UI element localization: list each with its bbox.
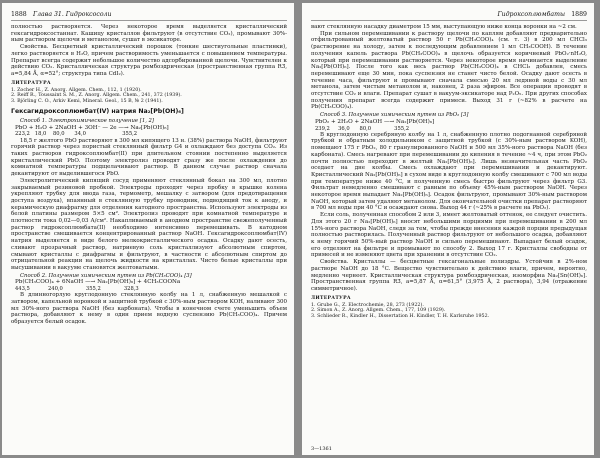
left-literature-title: ЛИТЕРАТУРА (11, 80, 51, 86)
right-reference: 3. Schlieder R., Kindler H., Dissertation H. Kindler, T. H. Karlsruhe 1952. (311, 314, 490, 320)
right-literature-title: ЛИТЕРАТУРА (311, 295, 351, 301)
left-paragraph: В длинногорлую круглодонную стеклянную колбу на 1 л, снабженную мешалкой с затвором, капельной воронкой и защитной трубкой с 30%-ным раствором KOH, наливают 300 мл 30%-ного раствора NaOH (без карбоната). Чтобы в конечном счете уменьшить объем раствора, добавляют к нему в один прием водную суспензию Pb(CH₃COO)₄. Причем образуется белый осадок. (11, 292, 287, 326)
left-paragraph: Электролитический кипящий сосуд применяют стеклянный бокал на 300 мл, плотно закрываемый резиновой пробкой. Электроды проходят через пробку в крышке колена укрепляют трубку для ввода газа, термометр, мешалку с затвором (для предотвращения доступа воздуха), впаянный в стеклянную трубку проводник, подводящий ток к аноду, и керамическую диафрагму для отделения катодного пространства. Используют электроды из белой платины размером 5×5 см². Электролиз проводят при комнатной температуре и плотности тока 0,02—0,03 А/см². Накапливаемый в анодном пространстве свежеполученный раствор гидроксоплюмбата(II) необходимо интенсивно перемешивать. В катодном пространстве смешивается концентрированный раствор NaOH. Гексагидроксоплюмбат(IV) натрия выделяется в виде белого мелкокристаллического осадка. Осадку дают осесть, сливают прозрачный раствор, натриевую соль кристаллизуют абсолютным спиртом, смывают кристаллы с диафрагмы и фильтруют, в частности с абсолютным спиртом до отрицательной реакции на щелочь жидкости на кристаллах. Чисто белые кристаллы при высушивании в вакууме становятся желтоватыми. (11, 177, 287, 271)
signature-mark: 3—1361 (311, 446, 332, 452)
right-reference: 1. Grube G., Z. Electrochemie, 28, 273 (1922). (311, 302, 424, 308)
method3-title: Способ 3. Получение химическим путем из PbO₂ [3] (320, 112, 469, 119)
right-paragraph: В круглодонную серебряную колбу на 1 л, снабженную плотно подогнанной серебряной трубкой и обратным холодильником с защитной трубкой (с 30%-ным раствором KOH), помещают 175 г PbO₂, 80 г гранулированного NaOH и 500 мл 35%-ного раствора NaOH (без карбоната). Смесь нагревают при перемешивании до кипения в течение ~4 ч, при этом PbO₂ почти полностью переходит в желтый Na₂[Pb(OH)₆]. Лишь незначительная часть PbO₂ оседает на дне колбы. Смесь охлаждают при перемешивании и декантируют. Кристаллический Na₂[Pb(OH)₆] в сухом виде в круглодонную колбу смешивают с 700 мл воды при температуре ниже 40 °C, и полученную смесь быстро фильтруют через фильтр G3. Фильтрат немедленно смешивают с равным по объему 45%-ным раствором NaOH. Через некоторое время выпадает Na₂[Pb(OH)₆]. Осадок фильтруют, промывают 30%-ным раствором NaOH, который затем удаляют метанолом. Для окончательной очистки препарат растворяют в 700 мл воды при 40 °C и осаждают снова. Выход 44 г (~25% в расчете на PbO₂). (311, 131, 587, 212)
left-page-column (11, 11, 287, 451)
right-page-column (311, 11, 587, 451)
method2-molar-masses: 443,5 240,0 355,2 328,3 (15, 286, 139, 293)
left-paragraph: полностью растворяется. Через некоторое время выделяется кристаллический гексагидроксостаннат. Кашицу кристаллов фильтруют (в отсутствие CO₂), промывают 30%-ным раствором щелочи и метанолом, сушат в эксикаторе. (11, 24, 287, 44)
right-running-title: Гидроксоплюмбаты (497, 11, 565, 18)
left-paragraph: Свойства. Бесцветный кристаллический порошок (тонкие шестиугольные пластинки), легко растворяется в H₂O, причем растворимость уменьшается с повышением температуры. Препарат всегда содержит небольшое количество адсорбированной щелочи. Чувствителен к действию CO₂. Кристаллическая структура ромбоэдрическая (пространственная группа R3̄, a=5,84 Å, α=52°; структура типа CdI₂). (11, 44, 287, 77)
left-running-title: Глава 31. Гидроксосоли (33, 11, 112, 18)
left-page-header (11, 11, 287, 21)
method3-molar-masses: 239,2 36,0 80,0 355,2 (315, 125, 410, 132)
right-page (302, 3, 594, 455)
method2-equation: Pb(CH₃COO)₄ + 6NaOH —→ Na₂[Pb(OH)₆] + 4CH₃COONa (15, 279, 181, 286)
properties-paragraph: Свойства. Кристаллы — бесцветные гексагональные полиэдры. Устойчив в 2%-ном растворе NaOH до 18 °C. Вещество чувствительно к действию влаги, причем, вероятно, медленно чернеет. Кристаллическая структура ромбоэдрическая, изоморфна Na₂[Sn(OH)₆]. Пространственная группа R3̄, a=5,87 Å, α=61,5° (3,975 Å, 2 раствора), 3,94 (отражение симметричное). (311, 259, 587, 292)
method1-equation: PbO + H₂O + 2NaOH + 3OH⁻ — 2e —→ Na₂[Pb(OH)₆] (15, 124, 169, 131)
right-paragraph: Если соль, полученная способом 2 или 3, имеет желтоватый оттенок, ее следует очистить. Для этого 20 г Na₂[Pb(OH)₆] вносят небольшими порциями при перемешивании в 200 мл 15%-ного раствора NaOH, следя за тем, чтобы прежде внесения каждой порции предыдущая полностью растворилась. Полученный раствор фильтруют от небольшого осадка, добавляют к нему горячий 50%-ный раствор NaOH и сильно перемешивают. Выпадает белый осадок, его отделяют на фильтре и промывают по способу 2. Выход 17 г. Кристаллы свободны от примесей и не изменяют цвета при хранении в отсутствие CO₂. (311, 212, 587, 259)
left-reference: 2. Reiff R., Toussaint S. M., Z. Anorg. Allgem. Chem., 241, 372 (1939). (11, 93, 182, 99)
method1-title: Способ 1. Электрохимическое получение [1, 2] (20, 118, 154, 125)
left-reference: 1. Zocher H., Z. Anorg. Allgem. Chem., 112, 1 (1920). (11, 87, 142, 93)
right-reference: 2. Simon A., Z. Anorg. Allgem. Chem., 177, 109 (1929). (311, 308, 446, 314)
left-page (2, 3, 294, 455)
left-page-number: 1888 (11, 11, 27, 18)
method2-title: Способ 2. Получение химическим путем из Pb(CH₃COO)₄ [3] (20, 272, 192, 279)
right-paragraph: вают стеклянную насадку диаметром 15 мм, выступающую ниже конца воронки на ~2 см. (311, 24, 577, 30)
section-title: Гексагидроксоплюмбат(IV) натрия Na₂[Pb(OH)₆] (11, 108, 184, 116)
method1-molar-masses: 223,2 18,0 80,0 34,0 355,2 (15, 131, 138, 138)
left-reference: 3. Björling C. O., Arkiv Kemi, Mineral. Geol., 15 B, № 2 (1941). (11, 99, 163, 105)
right-page-number: 1889 (571, 11, 587, 18)
right-paragraph: При сильном перемешивании к раствору щелочи по каплям добавляют предварительно отфильтрованный желтоватый раствор 50 г Pb(CH₃COO)₄ (см. т. 3) в 200 мл CHCl₃ (растворение на холоду, затем к последующим добавлением 1 мл CH₃COOH). В течение получения капель раствора Pb(CH₃COO)₄ в щелочь образуется коричневый PbO₂·nH₂O, который при перемешивании растворяется. Через некоторое время начинается выделение Na₂[Pb(OH)₆]. После того как весь раствор Pb(CH₃COO)₄ в CHCl₃ добавлен, смесь перемешивают еще 30 мин, пока суспензия не станет чисто белой. Осадку дают осесть в течение часа, фильтруют и промывают сначала смесью 20 мл ледяной воды с 30 мл метанола, затем чистым метанолом и, наконец, 2 раза эфиром. Все операции проводят в отсутствие CO₂ и влаги. Препарат сушат в вакуум-эксикаторе над P₂O₅. При других способах получения препарат всегда содержит примеси. Выход 31 г (~82% в расчете на Pb(CH₃COO)₄). (311, 30, 587, 111)
left-paragraph: 18,5 г желтого PbO растворяют в 300 мл кипящего 13 н. (38%) раствора NaOH, фильтруют горячий раствор через пористый стеклянный фильтр G4 и охлаждают без доступа CO₂. Из таких растворов гидроксоплюмбат(II) при длительном стоянии постепенно выделяется кристаллический PbO. Поэтому электролиз проводят сразу же после охлаждения до комнатной температуры подщелачивают раствор. В данном случае раствор сначала декантируют от выделившегося PbO. (11, 137, 287, 178)
right-page-header (311, 11, 587, 21)
method3-equation: PbO₂ + 2H₂O + 2NaOH —→ Na₂[Pb(OH)₆] (315, 118, 435, 125)
